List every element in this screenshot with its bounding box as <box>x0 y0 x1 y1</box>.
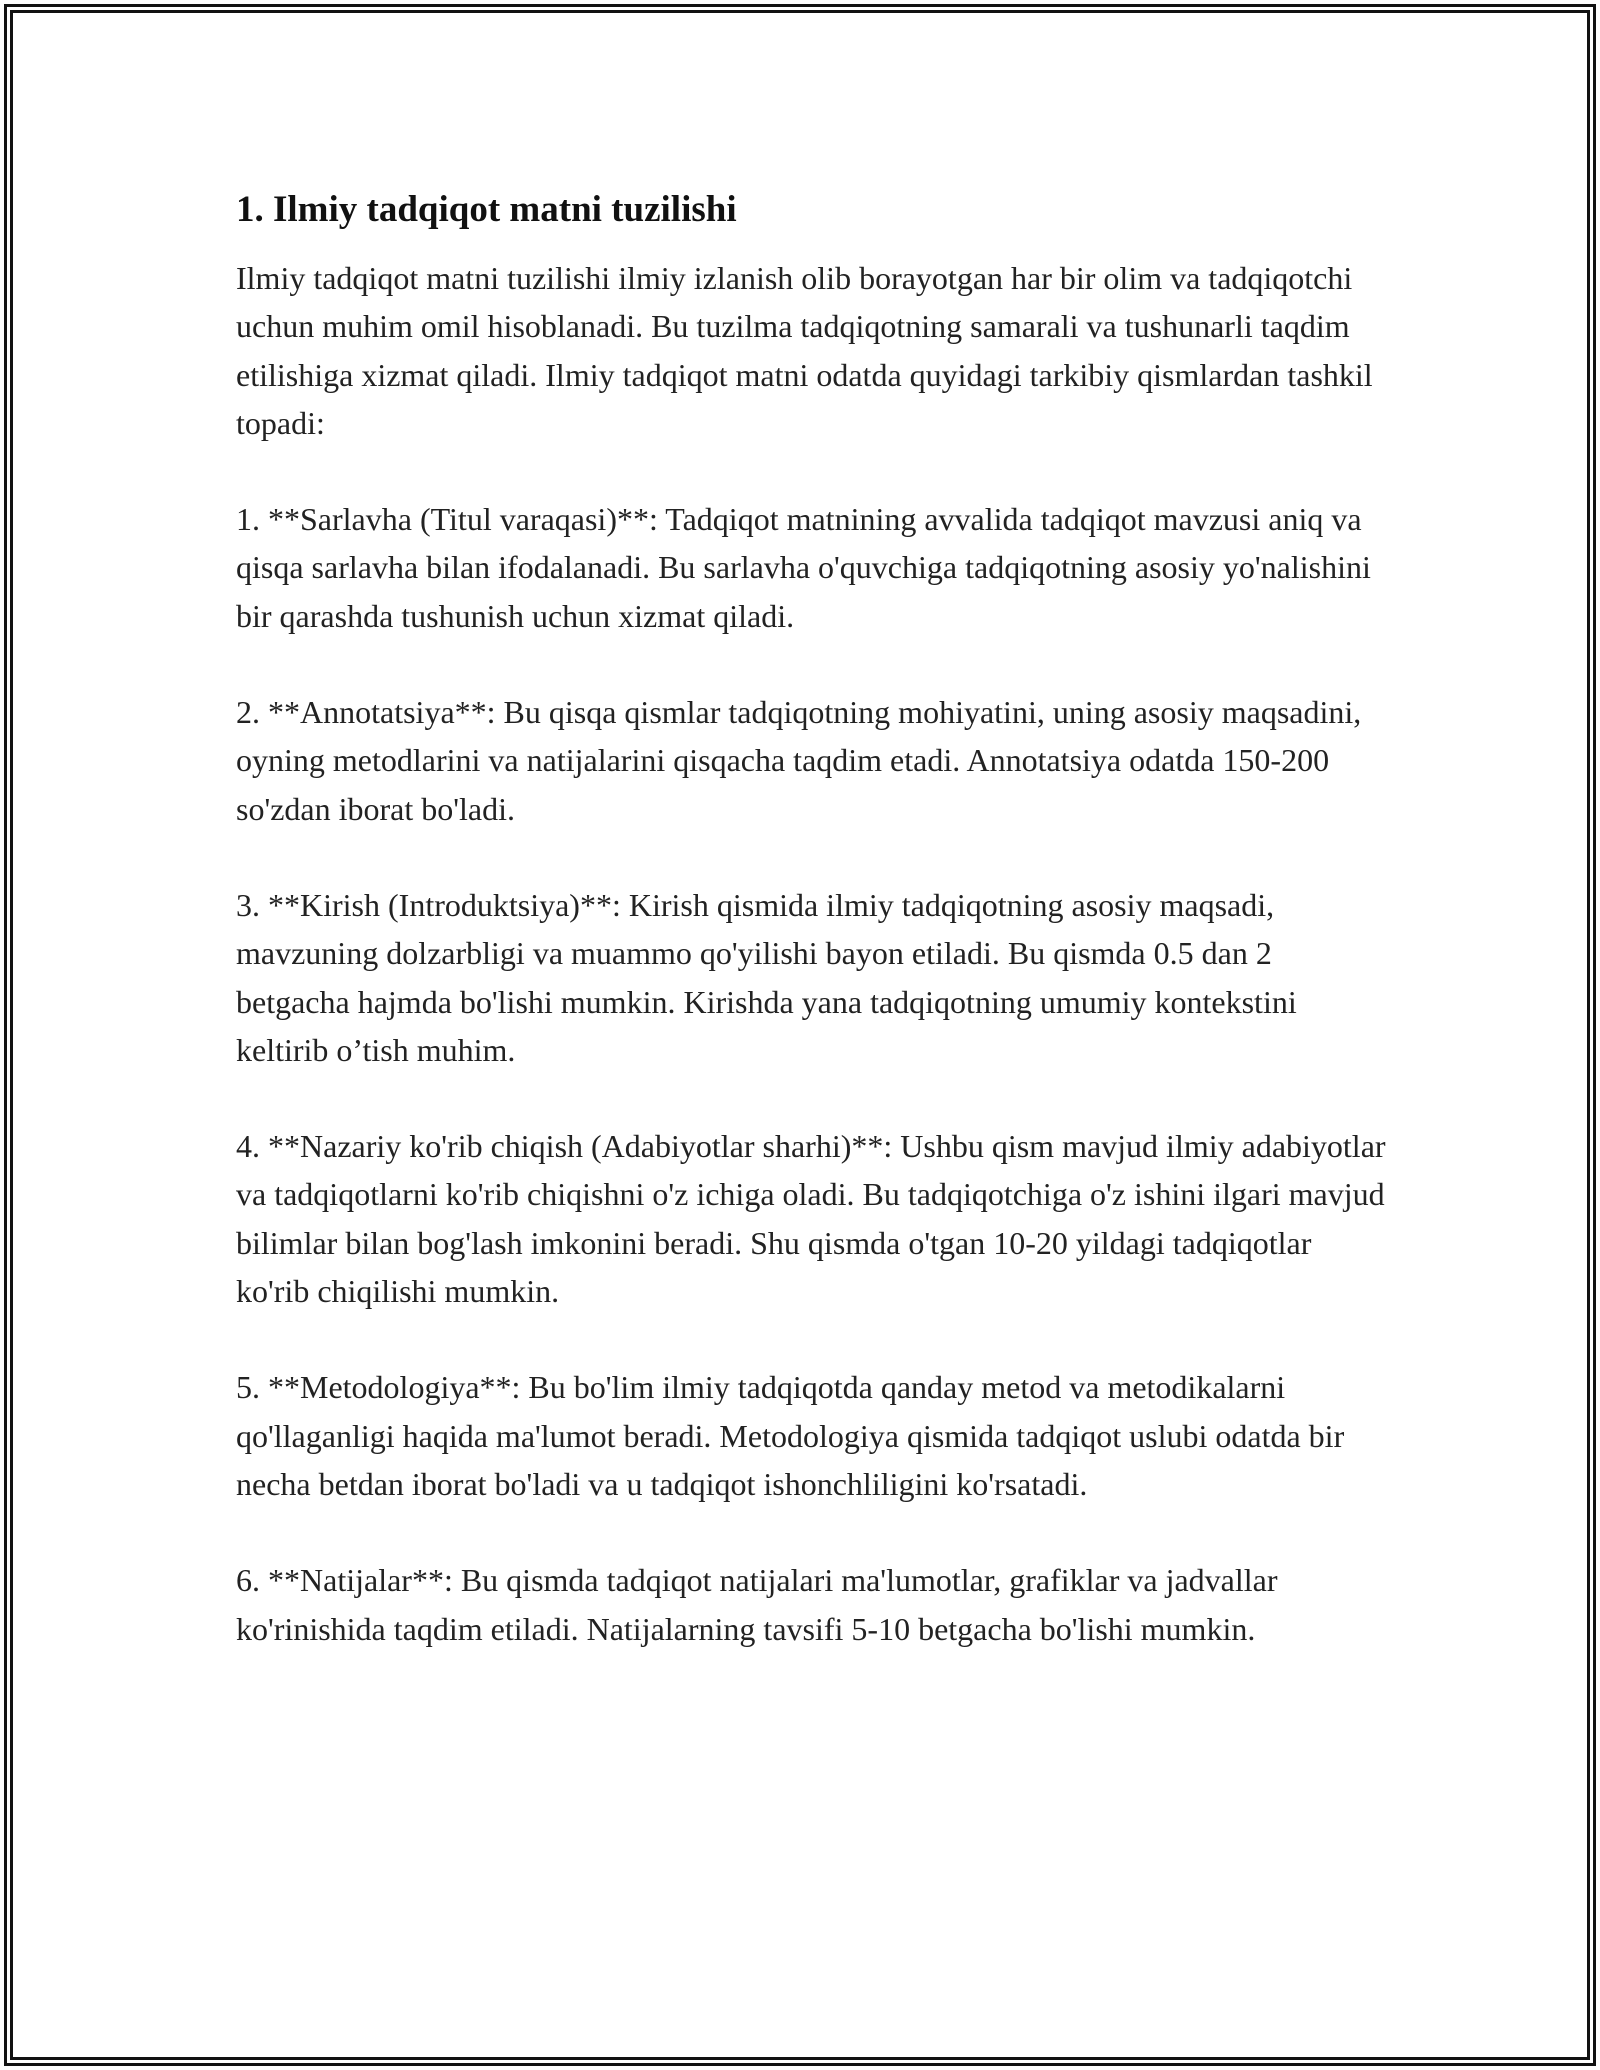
list-item-introduction: 3. **Kirish (Introduktsiya)**: Kirish qismida ilmiy tadqiqotning asosiy maqsadi, mavzuning dolzarbligi va muammo qo'yilishi bayon etiladi. Bu qismda 0.5 dan 2 betgacha hajmda bo'lishi mumkin. Kirishda yana tadqiqotning umumiy kontekstini keltirib o’tish muhim. <box>236 886 1297 1068</box>
list-item-results: 6. **Natijalar**: Bu qismda tadqiqot natijalari ma'lumotlar, grafiklar va jadvallar ko'rinishida taqdim etiladi. Natijalarning tavsifi 5-10 betgacha bo'lishi mumkin. <box>236 1562 1278 1647</box>
intro-paragraph: Ilmiy tadqiqot matni tuzilishi ilmiy izlanish olib borayotgan har bir olim va tadqiqotchi uchun muhim omil hisoblanadi. Bu tuzilma tadqiqotning samarali va tushunarli taqdim etilishiga xizmat qiladi. Ilmiy tadqiqot matni odatda quyidagi tarkibiy qismlardan tashkil topadi: <box>236 260 1373 441</box>
list-item-title-page: 1. **Sarlavha (Titul varaqasi)**: Tadqiqot matnining avvalida tadqiqot mavzusi aniq va qisqa sarlavha bilan ifodalanadi. Bu sarlavha o'quvchiga tadqiqotning asosiy yo'nalishini bir qarashda tushunish uchun xizmat qiladi. <box>236 501 1371 634</box>
list-item-methodology: 5. **Metodologiya**: Bu bo'lim ilmiy tadqiqotda qanday metod va metodikalarni qo'llaganligi haqida ma'lumot beradi. Metodologiya qismida tadqiqot uslubi odatda bir necha betdan iborat bo'ladi va u tadqiqot ishonchliligini ko'rsatadi. <box>236 1369 1345 1502</box>
document-heading: 1. Ilmiy tadqiqot matni tuzilishi <box>236 189 737 230</box>
document-body <box>236 186 1386 1701</box>
list-item-literature-review: 4. **Nazariy ko'rib chiqish (Adabiyotlar sharhi)**: Ushbu qism mavjud ilmiy adabiyotlar va tadqiqotlarni ko'rib chiqishni o'z ichiga oladi. Bu tadqiqotchiga o'z ishini ilgari mavjud bilimlar bilan bog'lash imkonini beradi. Shu qismda o'tgan 10-20 yildagi tadqiqotlar ko'rib chiqilishi mumkin. <box>236 1128 1386 1310</box>
list-item-annotation: 2. **Annotatsiya**: Bu qisqa qismlar tadqiqotning mohiyatini, uning asosiy maqsadini, oyning metodlarini va natijalarini qisqacha taqdim etadi. Annotatsiya odatda 150-200 so'zdan iborat bo'ladi. <box>236 694 1362 827</box>
